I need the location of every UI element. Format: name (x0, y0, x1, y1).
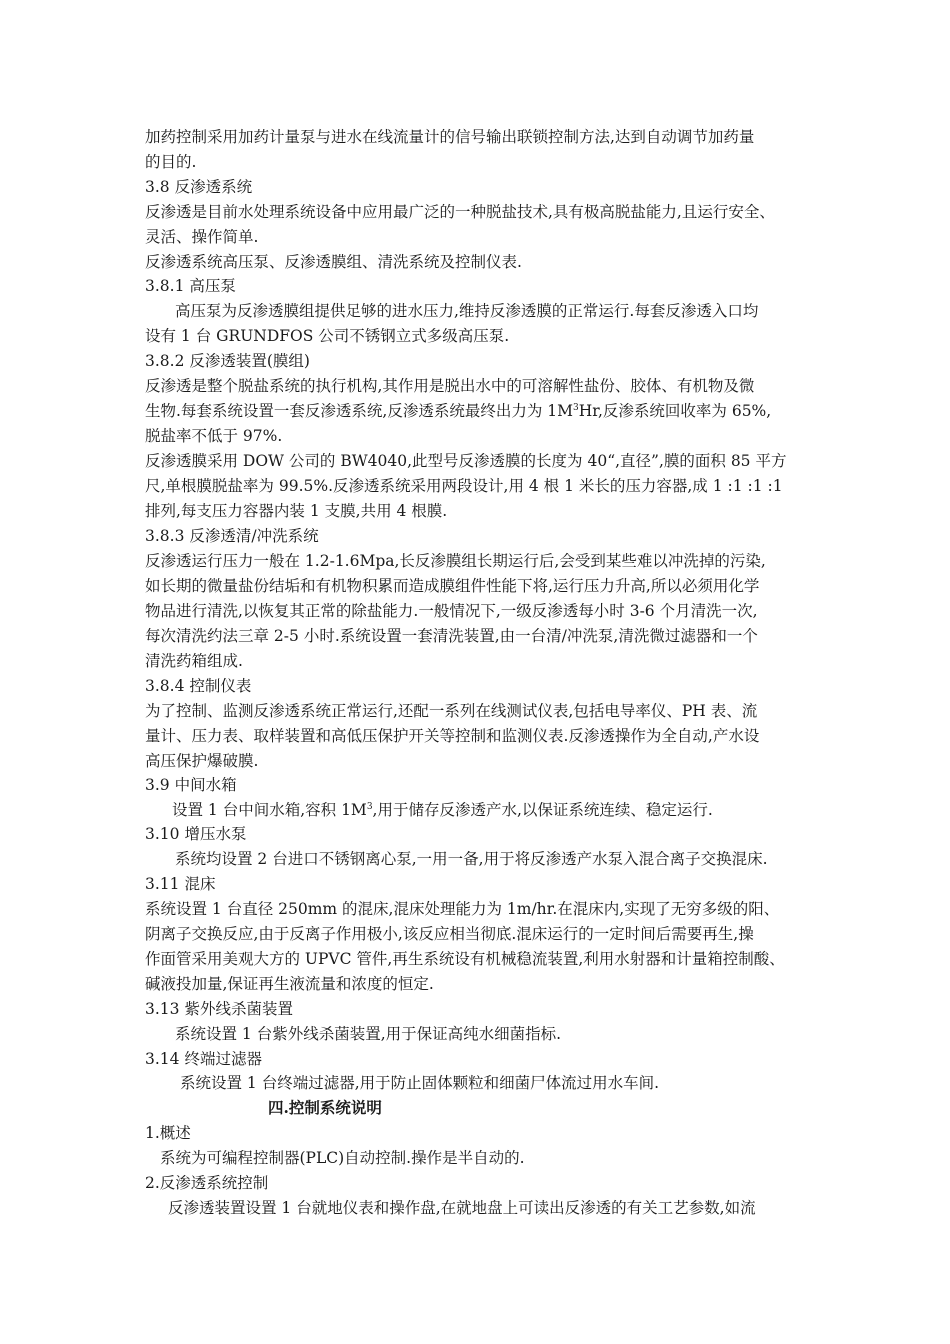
paragraph-line: 碱液投加量,保证再生液流量和浓度的恒定. (145, 975, 434, 993)
paragraph-line: 物品进行清洗,以恢复其正常的除盐能力.一般情况下,一级反渗透每小时 3-6 个月清洗一次, (145, 602, 758, 620)
paragraph-line: 生物.每套系统设置一套反渗透系统,反渗透系统最终出力为 $1M^3Hr$,反渗系统回收率为 65%, (145, 402, 772, 420)
paragraph-line: 阴离子交换反应,由于反离子作用极小,该反应相当彻底.混床运行的一定时间后需要再生,操 (145, 925, 754, 943)
paragraph-line: 每次清洗约法三章 2-5 小时.系统设置一套清洗装置,由一台清/冲洗泵,清洗微过滤器和一个 (145, 627, 758, 645)
section-heading: 3.10 增压水泵 (145, 825, 247, 843)
section-heading: 3.8.1 高压泵 (145, 277, 236, 295)
paragraph-line: 为了控制、监测反渗透系统正常运行,还配一系列在线测试仪表,包括电导率仪、PH 表、流 (145, 702, 758, 720)
paragraph-line: 反渗透系统高压泵、反渗透膜组、清洗系统及控制仪表. (145, 253, 522, 271)
paragraph-line: 灵活、操作简单. (145, 228, 259, 246)
paragraph-line: 的目的. (145, 153, 197, 171)
paragraph-line: 清洗药箱组成. (145, 652, 243, 670)
section-heading: 2.反渗透系统控制 (145, 1174, 269, 1192)
paragraph-line: 作面管采用美观大方的 UPVC 管件,再生系统设有机械稳流装置,利用水射器和计量箱控制酸、 (145, 950, 785, 968)
paragraph-line: 反渗透膜采用 DOW 公司的 BW4040,此型号反渗透膜的长度为 40“,直径”,膜的面积 85 平方 (145, 452, 787, 470)
section-heading: 3.13 紫外线杀菌装置 (145, 1000, 293, 1018)
paragraph-line: 系统设置 1 台终端过滤器,用于防止固体颗粒和细菌尸体流过用水车间. (180, 1074, 660, 1092)
paragraph-line: 反渗透运行压力一般在 1.2-1.6Mpa,长反渗膜组长期运行后,会受到某些难以冲洗掉的污染, (145, 552, 766, 570)
section-heading: 3.9 中间水箱 (145, 776, 237, 794)
paragraph-line: 量计、压力表、取样装置和高低压保护开关等控制和监测仪表.反渗透操作为全自动,产水设 (145, 727, 760, 745)
section-heading: 1.概述 (145, 1124, 191, 1142)
section-heading: 3.8.4 控制仪表 (145, 677, 252, 695)
paragraph-line: 设有 1 台 GRUNDFOS 公司不锈钢立式多级高压泵. (145, 327, 510, 345)
paragraph-line: 系统均设置 2 台进口不锈钢离心泵,一用一备,用于将反渗透产水泵入混合离子交换混床. (175, 850, 768, 868)
paragraph-line: 加药控制采用加药计量泵与进水在线流量计的信号输出联锁控制方法,达到自动调节加药量 (145, 128, 755, 146)
paragraph-line: 设置 1 台中间水箱,容积 $1M^3$,用于储存反渗透产水,以保证系统连续、稳定运行. (172, 801, 713, 819)
paragraph-line: 排列,每支压力容器内装 1 支膜,共用 4 根膜. (145, 502, 448, 520)
paragraph-line: 反渗透是目前水处理系统设备中应用最广泛的一种脱盐技术,具有极高脱盐能力,且运行安全、 (145, 203, 775, 221)
paragraph-line: 反渗透装置设置 1 台就地仪表和操作盘,在就地盘上可读出反渗透的有关工艺参数,如流 (168, 1199, 756, 1217)
chapter-heading: 四.控制系统说明 (268, 1098, 382, 1117)
section-heading: 3.14 终端过滤器 (145, 1050, 262, 1068)
paragraph-line: 脱盐率不低于 97%. (145, 427, 283, 445)
paragraph-line: 系统为可编程控制器(PLC)自动控制.操作是半自动的. (160, 1149, 525, 1167)
section-heading: 3.11 混床 (145, 875, 216, 893)
paragraph-line: 如长期的微量盐份结垢和有机物积累而造成膜组件性能下将,运行压力升高,所以必须用化学 (145, 577, 760, 595)
section-heading: 3.8.2 反渗透装置(膜组) (145, 352, 310, 370)
paragraph-line: 高压保护爆破膜. (145, 752, 259, 770)
paragraph-line: 尺,单根膜脱盐率为 99.5%.反渗透系统采用两段设计,用 4 根 1 米长的压力容器,成 1 :1 :1 :1 (145, 477, 783, 495)
paragraph-line: 高压泵为反渗透膜组提供足够的进水压力,维持反渗透膜的正常运行.每套反渗透入口均 (175, 302, 759, 320)
paragraph-line: 反渗透是整个脱盐系统的执行机构,其作用是脱出水中的可溶解性盐份、胶体、有机物及微 (145, 377, 755, 395)
section-heading: 3.8.3 反渗透清/冲洗系统 (145, 527, 319, 545)
paragraph-line: 系统设置 1 台直径 250mm 的混床,混床处理能力为 1m/hr.在混床内,实现了无穷多级的阳、 (145, 900, 780, 918)
paragraph-line: 系统设置 1 台紫外线杀菌装置,用于保证高纯水细菌指标. (175, 1025, 562, 1043)
section-heading: 3.8 反渗透系统 (145, 178, 253, 196)
